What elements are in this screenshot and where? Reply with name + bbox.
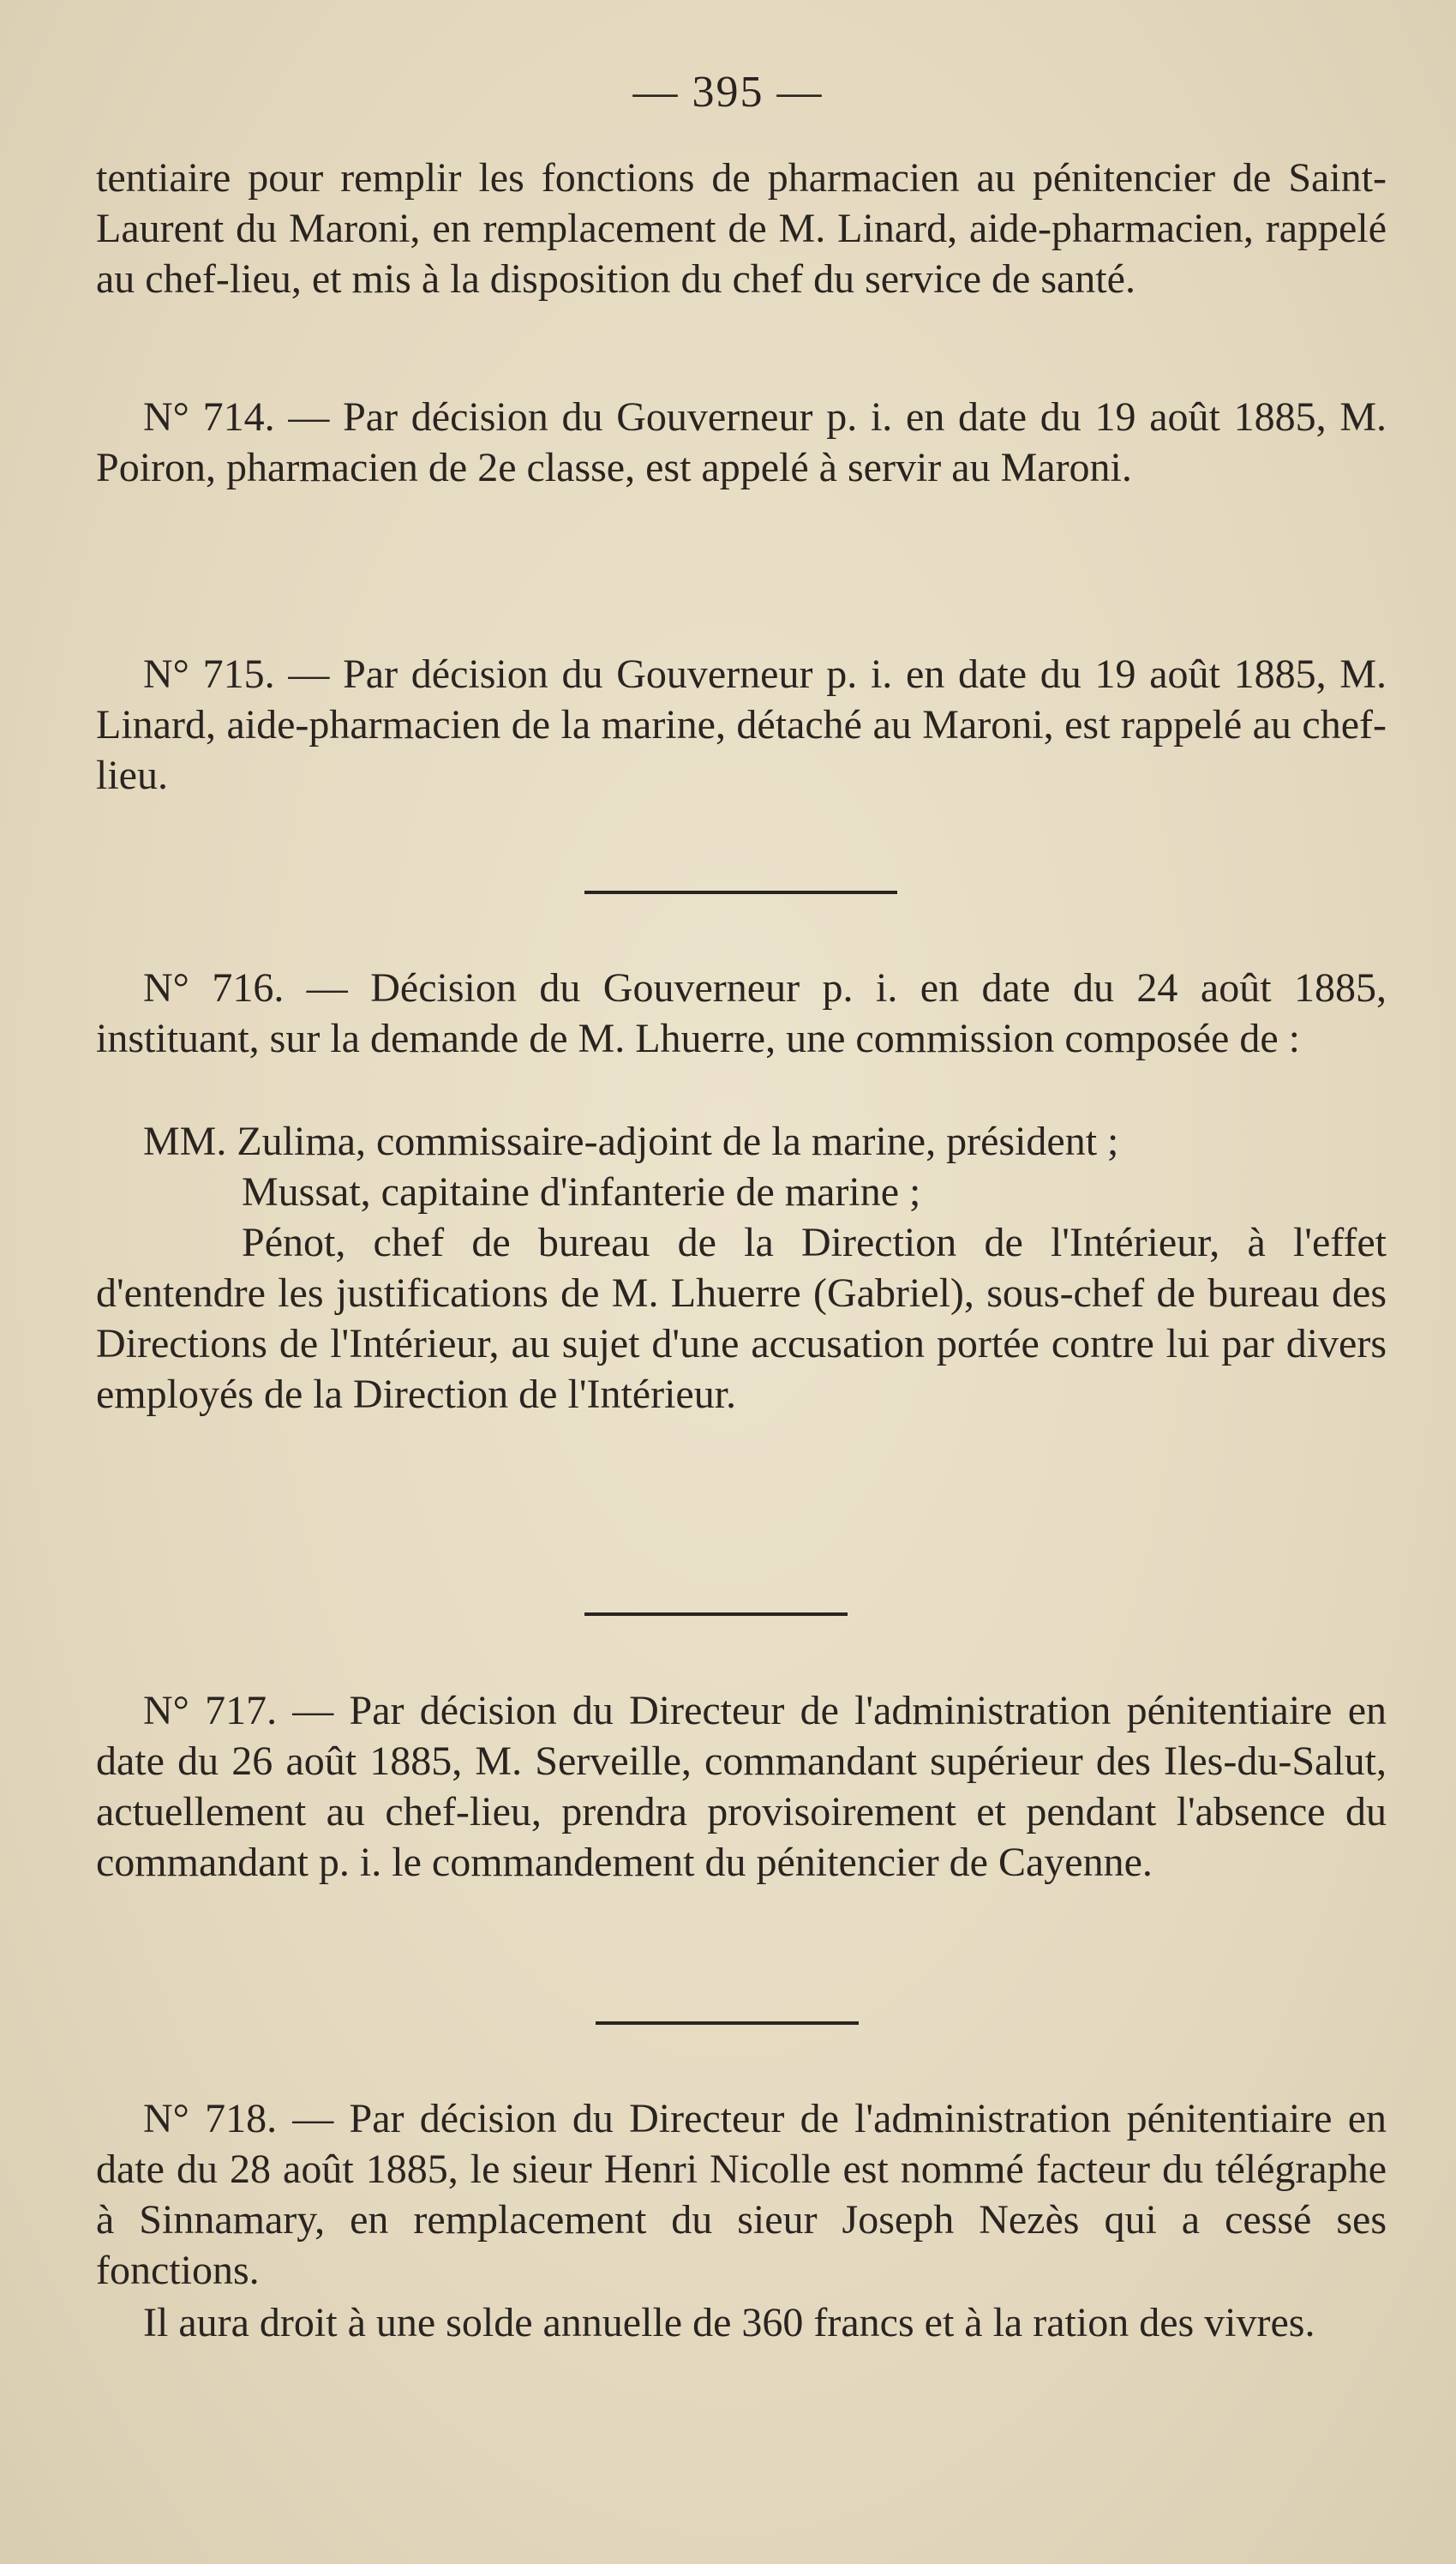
separator-rule [584, 891, 897, 894]
paragraph-714: N° 714. — Par décision du Gouverneur p. i. en date du 19 août 1885, M. Poiron, pharmacien de 2e classe, est appelé à servir au Maroni. [96, 394, 1387, 490]
paragraph-716: N° 716. — Décision du Gouverneur p. i. en date du 24 août 1885, instituant, sur la demande de M. Lhuerre, une commission composée de : [96, 965, 1387, 1061]
paragraph-715: N° 715. — Par décision du Gouverneur p. i. en date du 19 août 1885, M. Linard, aide-pharmacien de la marine, détaché au Maroni, est rappelé au chef-lieu. [96, 652, 1387, 798]
separator-rule [596, 2021, 859, 2025]
paragraph-717: N° 717. — Par décision du Directeur de l'administration pénitentiaire en date du 26 août 1885, M. Serveille, commandant supérieur des Iles-du-Salut, actuellement au chef-lieu, prendra provisoirement et pendant l'absence du commandant p. i. le commandement du pénitencier de Cayenne. [96, 1688, 1387, 1885]
commission-member-second: Mussat, capitaine d'infanterie de marine ; [242, 1169, 921, 1215]
page-number: — 395 — [632, 68, 824, 117]
commission-member-president: MM. Zulima, commissaire-adjoint de la marine, président ; [143, 1119, 1119, 1164]
commission-member-third: Pénot, chef de bureau de la Direction de l'Intérieur, à l'effet d'entendre les justifications de M. Lhuerre (Gabriel), sous-chef de bureau des Directions de l'Intérieur, au sujet d'une accusation portée contre lui par divers employés de la Direction de l'Intérieur. [96, 1220, 1387, 1417]
paragraph-continuation: tentiaire pour remplir les fonctions de pharmacien au pénitencier de Saint-Laurent du Maroni, en remplacement de M. Linard, aide-pharmacien, rappelé au chef-lieu, et mis à la disposition du chef du service de santé. [96, 155, 1387, 302]
separator-rule [584, 1612, 848, 1616]
paragraph-718: N° 718. — Par décision du Directeur de l'administration pénitentiaire en date du 28 août 1885, le sieur Henri Nicolle est nommé facteur du télégraphe à Sinnamary, en remplacement du sieur Joseph Nezès qui a cessé ses fonctions. [96, 2096, 1387, 2293]
paragraph-718-salary: Il aura droit à une solde annuelle de 360 francs et à la ration des vivres. [143, 2300, 1315, 2345]
